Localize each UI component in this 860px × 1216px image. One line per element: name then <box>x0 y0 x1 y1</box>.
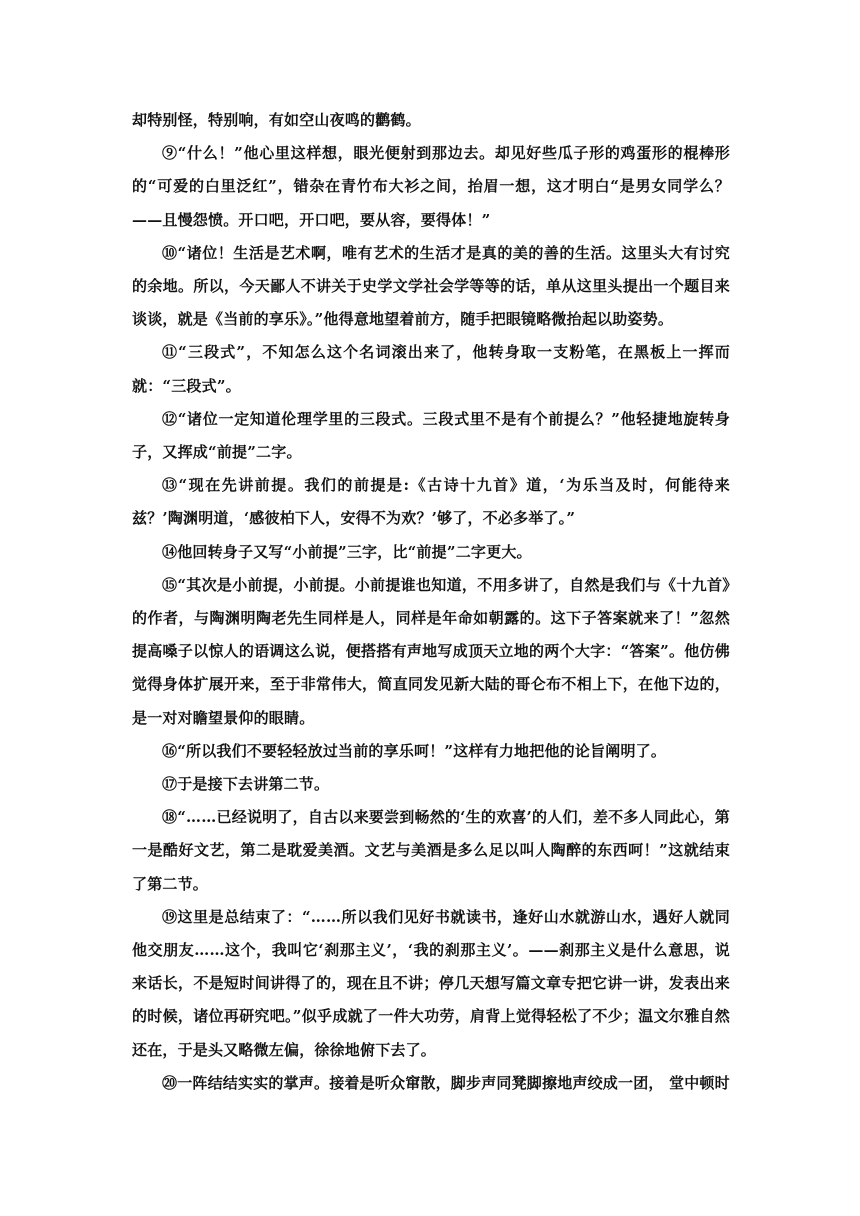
paragraph: ⑨“什么！”他心里这样想，眼光便射到那边去。却见好些瓜子形的鸡蛋形的棍棒形的“可爱的白里泛红”，错杂在青竹布大衫之间，抬眉一想，这才明白“是男女同学么？——且慢怨愤。开口吧，开口吧，要从容，要得体！” <box>132 144 730 229</box>
paragraph: 却特别怪，特别响，有如空山夜鸣的鹳鹤。 <box>132 111 421 129</box>
paragraph: ⑰于是接下去讲第二节。 <box>162 775 330 794</box>
document-page <box>132 104 730 1100</box>
paragraph: ⑯“所以我们不要轻轻放过当前的享乐呵！”这样有力地把他的论旨阐明了。 <box>162 741 667 760</box>
paragraph: ⑲这里是总结束了：“……所以我们见好书就读书，逢好山水就游山水，遇好人就同他交朋友……这个，我叫它‘刹那主义’，‘我的刹那主义’。——刹那主义是什么意思，说来话长，不是短时间讲得了的，现在且不讲；停几天想写篇文章专把它讲一讲，发表出来的时候，诸位再研究吧。”似乎成就了一件大功劳，肩背上觉得轻松了不少；温文尔雅自然还在，于是头又略微左偏，徐徐地俯下去了。 <box>132 907 730 1059</box>
paragraph: ⑱“……已经说明了，自古以来要尝到畅然的‘生的欢喜’的人们，差不多人同此心，第一是酷好文艺，第二是耽爱美酒。文艺与美酒是多么足以叫人陶醉的东西呵！”这就结束了第二节。 <box>132 808 730 893</box>
paragraph: ⑮“其次是小前提，小前提。小前提谁也知道，不用多讲了，自然是我们与《十九首》的作者，与陶渊明陶老先生同样是人，同样是年命如朝露的。这下子答案就来了！”忽然提高嗓子以惊人的语调这么说，便搭搭有声地写成顶天立地的两个大字：“答案”。他仿佛觉得身体扩展开来，至于非常伟大，简直同发见新大陆的哥仑布不相上下，在他下边的，是一对对瞻望景仰的眼睛。 <box>132 575 730 727</box>
paragraph: ⑭他回转身子又写“小前提”三字，比“前提”二字更大。 <box>162 542 532 561</box>
paragraph: ⑫“诸位一定知道伦理学里的三段式。三段式里不是有个前提么？”他轻捷地旋转身子，又挥成“前提”二字。 <box>132 409 730 462</box>
paragraph: ⑩“诸位！生活是艺术啊，唯有艺术的生活才是真的美的善的生活。这里头大有讨究的余地。所以，今天鄙人不讲关于史学文学社会学等等的话，单从这里头提出一个题目来谈谈，就是《当前的享乐》。”他得意地望着前方，随手把眼镜略微抬起以助姿势。 <box>132 243 730 329</box>
paragraph: ⑪“三段式”，不知怎么这个名词滚出来了，他转身取一支粉笔，在黑板上一挥而就：“三段式”。 <box>132 343 730 395</box>
paragraph: ⑬“现在先讲前提。我们的前提是:《古诗十九首》道，‘为乐当及时，何能待来兹？’陶渊明道，‘感彼柏下人，安得不为欢？’够了，不必多举了。” <box>132 476 730 528</box>
paragraph: ⑳一阵结结实实的掌声。接着是听众窜散，脚步声同凳脚擦地声绞成一团， 堂中顿时 <box>162 1073 730 1092</box>
